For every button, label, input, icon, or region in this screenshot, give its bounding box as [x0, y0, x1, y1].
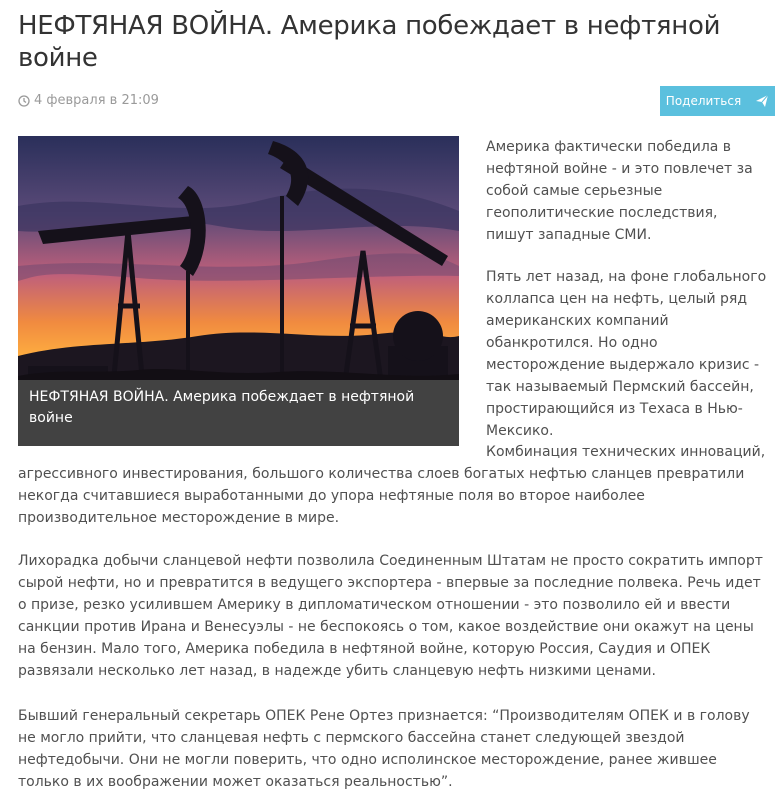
article-paragraph: Бывший генеральный секретарь ОПЕК Рене Ортез признается: “Производителям ОПЕК и в голову не могло прийти, что сланцевая нефть с пермского бассейна станет следующей звездой нефтедобычи. Они не могли поверить, что одно исполинское месторождение, ранее жившее только в их воображении может оказаться реальностью”. [18, 708, 750, 790]
article-title: НЕФТЯНАЯ ВОЙНА. Америка побеждает в нефтяной войне [18, 11, 721, 73]
image-caption: НЕФТЯНАЯ ВОЙНА. Америка побеждает в нефтяной войне [18, 380, 459, 446]
article-paragraph: Пять лет назад, на фоне глобального коллапса цен на нефть, целый ряд американских компаний обанкротился. Но одно месторождение выдержало кризис - так называемый Пермский бассейн, простирающийся из Техаса в Нью-Мексико. [486, 269, 767, 439]
share-button-label: Поделиться [665, 94, 742, 108]
article-paragraph: Комбинация технических инноваций, агрессивного инвестирования, большого количества слоев богатых нефтью сланцев превратили некогда считавшиеся выработанными до упора нефтяные поля во второе наиболее производительное месторождение в мире. [18, 444, 766, 526]
clock-icon [18, 95, 30, 107]
share-button[interactable] [660, 86, 775, 116]
article-date: 4 февраля в 21:09 [34, 93, 159, 108]
article-image [18, 136, 459, 446]
article-meta [18, 93, 159, 108]
article-paragraph: Америка фактически победила в нефтяной войне - и это повлечет за собой самые серьезные геополитические последствия, пишут западные СМИ. [486, 139, 753, 243]
article-paragraph: Лихорадка добычи сланцевой нефти позволила Соединенным Штатам не просто сократить импорт сырой нефти, но и превратится в ведущего экспортера - впервые за последние полвека. Речь идет о призе, резко усилившем Америку в дипломатическом отношении - это позволило ей и ввести санкции против Ирана и Венесуэлы - не беспокоясь о том, какое воздействие они окажут на цены на бензин. Мало того, Америка победила в нефтяной войне, которую Россия, Саудия и ОПЕК развязали несколько лет назад, в надежде убить сланцевую нефть низкими ценами. [18, 553, 763, 679]
paper-plane-icon [755, 94, 769, 108]
